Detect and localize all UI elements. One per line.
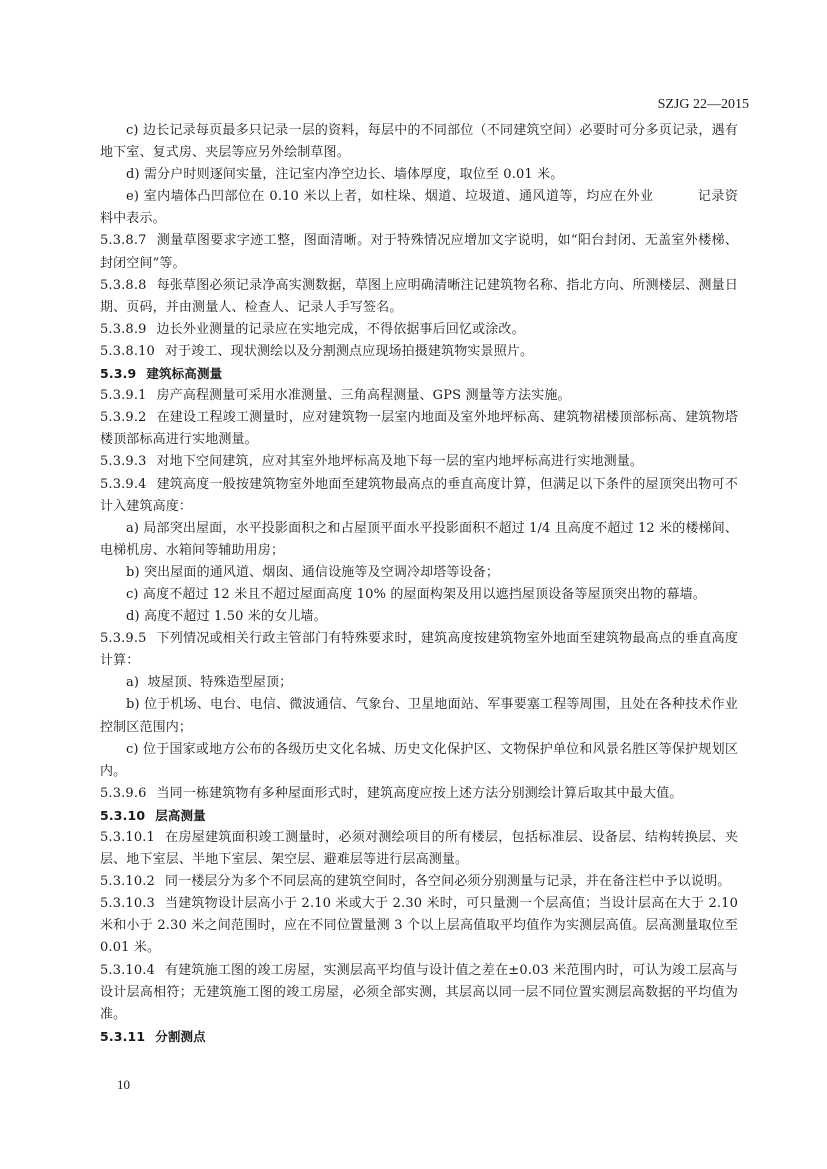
clause-text: 建筑高度一般按建筑物室外地面至建筑物最高点的垂直高度计算，但满足以下条件的屋顶突出物可不计入建筑高度： bbox=[100, 476, 738, 514]
clause-text: 在建设工程竣工测量时，应对建筑物一层室内地面及室外地坪标高、建筑物裙楼顶部标高、建筑物塔楼顶部标高进行实地测量。 bbox=[100, 410, 738, 448]
item-d: d) 需分户时则逐间实量，注记室内净空边长、墙体厚度，取位至 0.01 米。 bbox=[126, 167, 564, 183]
clause-number: 5.3.10.1 bbox=[100, 830, 155, 845]
heading-title: 层高测量 bbox=[155, 807, 206, 823]
clause-number: 5.3.8.10 bbox=[100, 343, 155, 359]
list-item: b) 突出屋面的通风道、烟囱、通信设施等及空调冷却塔等设备； bbox=[126, 564, 500, 580]
clause-5-3-8-9 bbox=[100, 319, 738, 341]
clause-text: 当建筑物设计层高小于 2.10 米或大于 2.30 米时，可只量测一个层高值；当设计层高在大于 2.10 米和小于 2.30 米之间范围时，应在不同位置量测 3 个以上层高值取平均值作为实测层高值。层高测量取位至 0.01 米。 bbox=[100, 896, 738, 956]
item-e bbox=[100, 186, 738, 230]
item-e-part2: 记录资料中表示。 bbox=[100, 189, 738, 227]
clause-5-3-9-2 bbox=[100, 407, 738, 451]
clause-5-3-9-6 bbox=[100, 783, 738, 805]
clause-number: 5.3.8.7 bbox=[100, 233, 147, 249]
clause-5-3-10-1 bbox=[100, 827, 738, 871]
clause-number: 5.3.9.1 bbox=[100, 388, 147, 404]
clause-number: 5.3.8.8 bbox=[100, 277, 147, 293]
clause-number: 5.3.9.2 bbox=[100, 410, 147, 426]
clause-text: 当同一栋建筑物有多种屋面形式时，建筑高度应按上述方法分别测绘计算后取其中最大值。 bbox=[156, 785, 683, 801]
list-item: a) 坡屋顶、特殊造型屋顶； bbox=[126, 675, 293, 691]
clause-number: 5.3.8.9 bbox=[100, 321, 147, 337]
heading-number: 5.3.9 bbox=[100, 366, 137, 382]
heading-title: 分割测点 bbox=[155, 1028, 206, 1044]
clause-5-3-10-4 bbox=[100, 960, 738, 1026]
clause-number: 5.3.9.4 bbox=[100, 476, 147, 492]
list-item: a) 局部突出屋面，水平投影面积之和占屋顶平面水平投影面积不超过 1/4 且高度不超过 12 米的楼梯间、电梯机房、水箱间等辅助用房； bbox=[100, 520, 738, 558]
clause-5-3-9-3 bbox=[100, 451, 738, 473]
clause-number: 5.3.9.3 bbox=[100, 454, 147, 470]
list-item: c) 高度不超过 12 米且不超过屋面高度 10% 的屋面构架及用以遮挡屋顶设备等屋顶突出物的幕墙。 bbox=[126, 586, 706, 602]
clause-text: 同一楼层分为多个不同层高的建筑空间时，各空间必须分别测量与记录，并在备注栏中予以说明。 bbox=[164, 874, 731, 890]
heading-5-3-9 bbox=[100, 363, 738, 385]
clause-5-3-8-8 bbox=[100, 275, 738, 319]
list-item: c) 位于国家或地方公布的各级历史文化名城、历史文化保护区、文物保护单位和风景名胜区等保护规划区内。 bbox=[100, 741, 738, 779]
clause-5-3-10-3 bbox=[100, 893, 738, 959]
document-code: SZJG 22—2015 bbox=[657, 97, 749, 112]
clause-5-3-9-4 bbox=[100, 474, 738, 518]
clause-text: 对地下空间建筑，应对其室外地坪标高及地下每一层的室内地坪标高进行实地测量。 bbox=[156, 454, 644, 470]
heading-title: 建筑标高测量 bbox=[146, 366, 223, 382]
item-c: c) 边长记录每页最多只记录一层的资料，每层中的不同部位（不同建筑空间）必要时可分多页记录，遇有地下室、复式房、夹层等应另外绘制草图。 bbox=[100, 123, 738, 161]
clause-text: 每张草图必须记录净高实测数据，草图上应明确清晰注记建筑物名称、指北方向、所测楼层、测量日期、页码，并由测量人、检查人、记录人手写签名。 bbox=[100, 277, 738, 315]
heading-number: 5.3.11 bbox=[100, 1028, 146, 1044]
clause-5-3-9-1 bbox=[100, 385, 738, 407]
clause-number: 5.3.9.6 bbox=[100, 785, 147, 801]
page-number: 10 bbox=[117, 1077, 130, 1092]
list-item: b) 位于机场、电台、电信、微波通信、气象台、卫星地面站、军事要塞工程等周围，且处在各种技术作业控制区范围内； bbox=[100, 697, 738, 735]
clause-text: 边长外业测量的记录应在实地完成，不得依据事后回忆或涂改。 bbox=[156, 321, 525, 337]
clause-number: 5.3.9.5 bbox=[100, 631, 147, 647]
clause-5-3-9-5 bbox=[100, 628, 738, 672]
clause-text: 有建筑施工图的竣工房屋，实测层高平均值与设计值之差在±0.03 米范围内时，可认为竣工层高与设计层高相符；无建筑施工图的竣工房屋，必须全部实测，其层高以同一层不同位置实测层高数据的平均值为准。 bbox=[100, 962, 738, 1022]
clause-5-3-10-2 bbox=[100, 871, 738, 893]
clause-text: 房产高程测量可采用水准测量、三角高程测量、GPS 测量等方法实施。 bbox=[156, 388, 571, 404]
clause-number: 5.3.10.4 bbox=[100, 962, 155, 978]
clause-5-3-8-7 bbox=[100, 230, 738, 274]
clause-text: 下列情况或相关行政主管部门有特殊要求时，建筑高度按建筑物室外地面至建筑物最高点的垂直高度计算： bbox=[100, 631, 738, 669]
item-e-part1: e) 室内墙体凸凹部位在 0.10 米以上者，如柱垛、烟道、垃圾道、通风道等，均应在外业 bbox=[126, 189, 654, 205]
heading-5-3-10 bbox=[100, 805, 738, 827]
clause-number: 5.3.10.3 bbox=[100, 896, 155, 912]
clause-number: 5.3.10.2 bbox=[100, 874, 155, 890]
clause-text: 对于竣工、现状测绘以及分割测点应现场拍摄建筑物实景照片。 bbox=[164, 343, 534, 359]
clause-text: 在房屋建筑面积竣工测量时，必须对测绘项目的所有楼层，包括标准层、设备层、结构转换层、夹层、地下室层、半地下室层、架空层、避难层等进行层高测量。 bbox=[100, 830, 738, 868]
clause-5-3-8-10 bbox=[100, 341, 738, 363]
heading-5-3-11 bbox=[100, 1026, 738, 1048]
clause-text: 测量草图要求字迹工整，图面清晰。对于特殊情况应增加文字说明，如“阳台封闭、无盖室外楼梯、封闭空间”等。 bbox=[100, 233, 738, 271]
heading-number: 5.3.10 bbox=[100, 807, 146, 823]
list-item: d) 高度不超过 1.50 米的女儿墙。 bbox=[126, 609, 327, 625]
document-body bbox=[100, 120, 738, 1048]
